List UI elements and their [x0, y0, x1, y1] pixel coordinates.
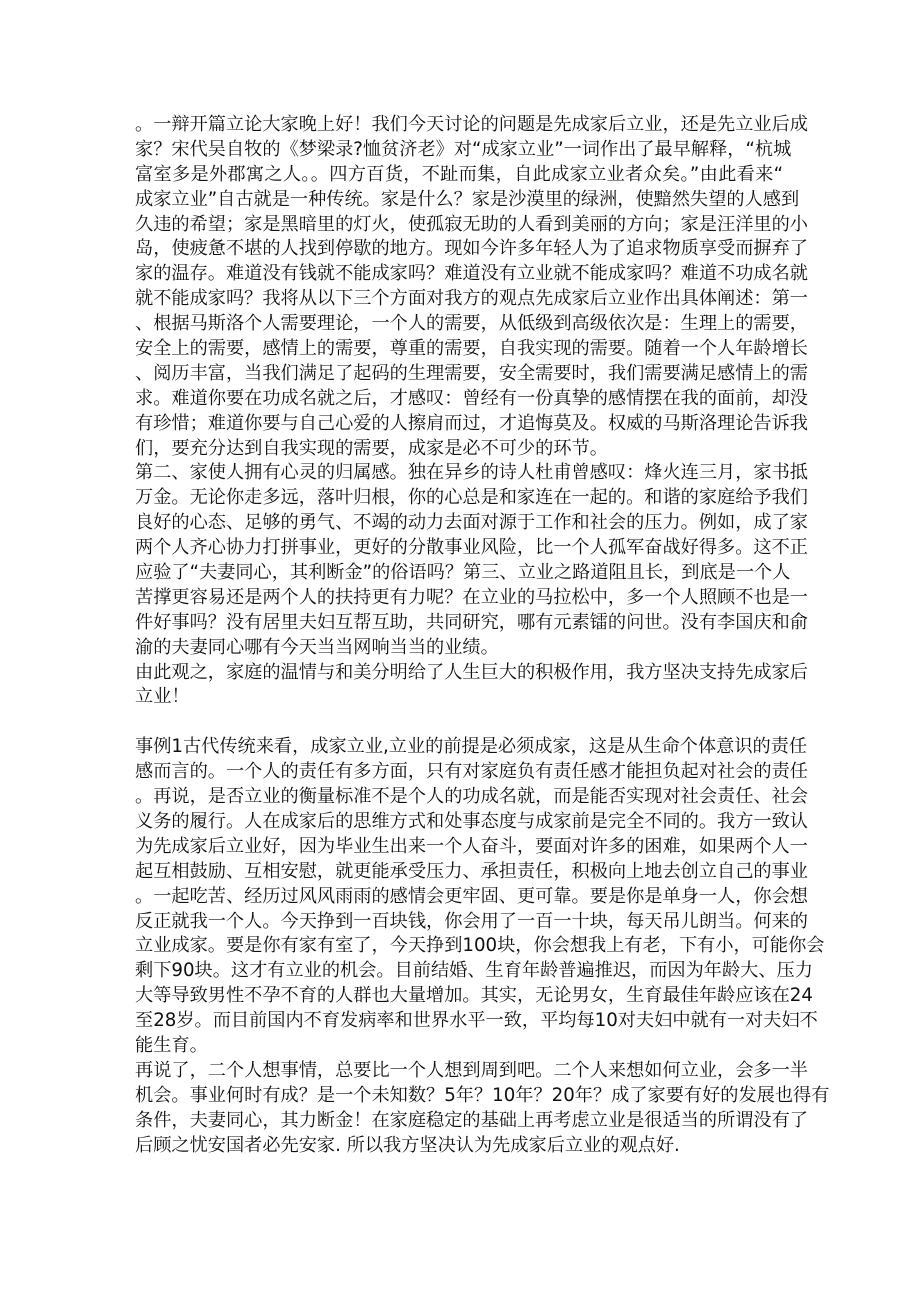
paragraph-second-point	[135, 461, 808, 660]
text-line: 能生育。	[135, 1034, 208, 1056]
text-line: 第二、家使人拥有心灵的归属感。独在异乡的诗人杜甫曾感叹：烽火连三月，家书抵	[135, 462, 808, 484]
text-line: 剩下90块。这才有立业的机会。目前结婚、生育年龄普遍推迟，而因为年龄大、压力	[135, 960, 813, 982]
text-line: 条件，夫妻同心，其力断金！在家庭稳定的基础上再考虑立业是很适当的所谓没有了	[135, 1109, 808, 1131]
paragraph-opening-statement	[135, 113, 808, 461]
document-page	[135, 113, 830, 1158]
text-line: 就不能成家吗？我将从以下三个方面对我方的观点先成家后立业作出具体阐述：第一	[135, 288, 808, 310]
text-line: 。再说，是否立业的衡量标准不是个人的功成名就，而是能否实现对社会责任、社会	[135, 786, 808, 808]
text-line: 岛，使疲惫不堪的人找到停歇的地方。现如今许多年轻人为了追求物质享受而摒弃了	[135, 238, 808, 260]
text-line: 们，要充分达到自我实现的需要，成家是必不可少的环节。	[135, 437, 608, 459]
text-line: 有珍惜；难道你要与自己心爱的人擦肩而过，才追悔莫及。权威的马斯洛理论告诉我	[135, 412, 808, 434]
text-line: 应验了“夫妻同心，其利断金”的俗语吗？第三、立业之路道阻且长，到底是一个人	[135, 562, 791, 584]
text-line: 起互相鼓励、互相安慰，就更能承受压力、承担责任，积极向上地去创立自己的事业	[135, 860, 808, 882]
text-line: 感而言的。一个人的责任有多方面，只有对家庭负有责任感才能担负起对社会的责任	[135, 761, 808, 783]
text-line: 。一辩开篇立论大家晚上好！我们今天讨论的问题是先成家后立业，还是先立业后成	[135, 114, 808, 135]
text-line: 件好事吗？没有居里夫妇互帮互助，共同研究，哪有元素镭的问世。没有李国庆和俞	[135, 611, 808, 633]
text-line: 立业成家。要是你有家有室了，今天挣到100块，你会想我上有老，下有小，可能你会	[135, 935, 825, 957]
text-line: 立业！	[135, 686, 190, 708]
text-line: 再说了，二个人想事情，总要比一个人想到周到吧。二个人来想如何立业，会多一半	[135, 1059, 808, 1081]
text-line: 事例1古代传统来看，成家立业,立业的前提是必须成家，这是从生命个体意识的责任	[135, 736, 808, 758]
text-line: 大等导致男性不孕不育的人群也大量增加。其实，无论男女，生育最佳年龄应该在24	[135, 985, 813, 1007]
text-line: 为先成家后立业好，因为毕业生出来一个人奋斗，要面对许多的困难，如果两个人一	[135, 835, 808, 857]
text-line: 义务的履行。人在成家后的思维方式和处事态度与成家前是完全不同的。我方一致认	[135, 810, 808, 832]
text-line: 苦撑更容易还是两个人的扶持更有力呢？在立业的马拉松中，多一个人照顾不也是一	[135, 586, 808, 608]
text-line: 至28岁。而目前国内不育发病率和世界水平一致，平均每10对夫妇中就有一对夫妇不	[135, 1010, 818, 1032]
text-line: 反正就我一个人。今天挣到一百块钱，你会用了一百一十块，每天吊儿朗当。何来的	[135, 910, 808, 932]
text-line: 万金。无论你走多远，落叶归根，你的心总是和家连在一起的。和谐的家庭给予我们	[135, 487, 808, 509]
text-line: 家？宋代吴自牧的《梦梁录?恤贫济老》对“成家立业”一词作出了最早解释，“杭城	[135, 138, 792, 160]
text-line: 求。难道你要在功成名就之后，才感叹：曾经有一份真挚的感情摆在我的面前，却没	[135, 387, 808, 409]
text-line: 成家立业”自古就是一种传统。家是什么？家是沙漠里的绿洲，使黯然失望的人感到	[135, 188, 800, 210]
text-line: 后顾之忧安国者必先安家. 所以我方坚决认为先成家后立业的观点好.	[135, 1134, 680, 1156]
text-line: 、根据马斯洛个人需要理论，一个人的需要，从低级到高级依次是：生理上的需要，	[135, 313, 808, 335]
paragraph-spacer	[135, 710, 783, 735]
text-line: 、阅历丰富，当我们满足了起码的生理需要，安全需要时，我们需要满足感情上的需	[135, 362, 808, 384]
paragraph-final-argument	[135, 1059, 830, 1159]
paragraph-conclusion	[135, 661, 808, 711]
text-line: 渝的夫妻同心哪有今天当当网响当当的业绩。	[135, 636, 499, 658]
paragraph-example-1	[135, 735, 825, 1059]
text-line: 家的温存。难道没有钱就不能成家吗？难道没有立业就不能成家吗？难道不功成名就	[135, 263, 808, 285]
text-line: 。一起吃苦、经历过风风雨雨的感情会更牢固、更可靠。要是你是单身一人，你会想	[135, 885, 808, 907]
text-line: 由此观之，家庭的温情与和美分明给了人生巨大的积极作用，我方坚决支持先成家后	[135, 661, 808, 683]
text-line: 安全上的需要，感情上的需要，尊重的需要，自我实现的需要。随着一个人年龄增长	[135, 338, 808, 360]
text-line: 两个人齐心协力打拼事业，更好的分散事业风险，比一个人孤军奋战好得多。这不正	[135, 537, 808, 559]
text-line: 良好的心态、足够的勇气、不竭的动力去面对源于工作和社会的压力。例如，成了家	[135, 512, 808, 534]
text-line: 久违的希望；家是黑暗里的灯火，使孤寂无助的人看到美丽的方向；家是汪洋里的小	[135, 213, 808, 235]
text-line: 机会。事业何时有成？是一个未知数？5年？10年？20年？成了家要有好的发展也得有	[135, 1084, 830, 1106]
text-line: 富室多是外郡寓之人。。四方百货，不趾而集，自此成家立业者众矣。”由此看来“	[135, 163, 783, 185]
